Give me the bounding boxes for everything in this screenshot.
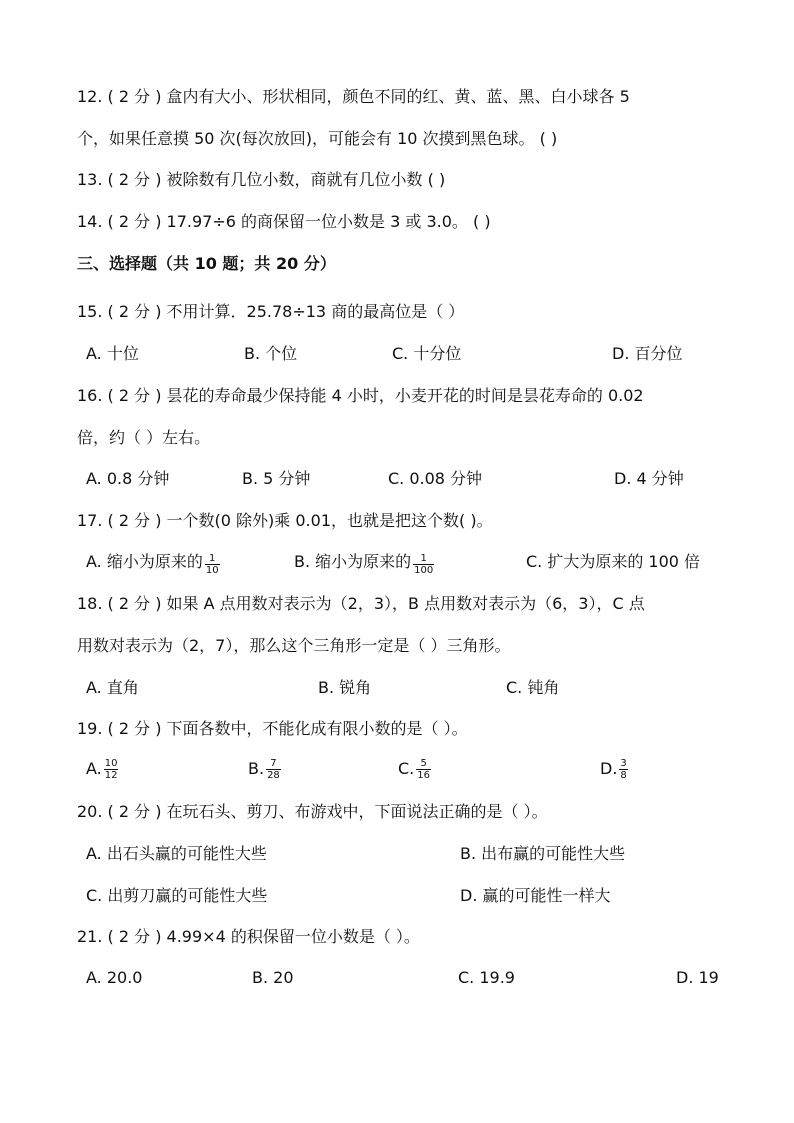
q18-stem-line2: 用数对表示为（2，7），那么这个三角形一定是（ ）三角形。 <box>77 636 511 655</box>
q12-line2: 个，如果任意摸 50 次(每次放回)，可能会有 10 次摸到黑色球。 ( ) <box>77 129 558 148</box>
q20-option-c[interactable]: C. 出剪刀赢的可能性大些 <box>86 886 268 905</box>
q19-option-d-label: D. <box>600 759 618 778</box>
q19-option-a-label: A. <box>86 759 102 778</box>
fraction-denominator: 100 <box>414 565 434 576</box>
fraction-denominator: 10 <box>205 565 219 576</box>
fraction-numerator: 7 <box>266 758 281 770</box>
fraction-numerator: 10 <box>104 758 118 769</box>
q18-option-c[interactable]: C. 钝角 <box>506 678 560 697</box>
q18-option-b[interactable]: B. 锐角 <box>318 678 372 697</box>
q19-option-b-label: B. <box>248 759 265 778</box>
fraction-numerator: 3 <box>620 758 627 769</box>
q19-option-c-label: C. <box>398 759 415 778</box>
q16-stem-line1: 16. ( 2 分 ) 昙花的寿命最少保持能 4 小时，小麦开花的时间是昙花寿命的 0.02 <box>77 386 644 405</box>
fraction-denominator: 16 <box>417 770 430 781</box>
q15-option-b[interactable]: B. 个位 <box>244 344 298 363</box>
q19-option-d-fraction <box>619 758 627 781</box>
q17-option-a-text: A. 缩小为原来的 <box>86 552 203 571</box>
q19-option-a[interactable] <box>86 758 118 781</box>
q21-option-b[interactable]: B. 20 <box>252 968 294 987</box>
q20-stem: 20. ( 2 分 ) 在玩石头、剪刀、布游戏中，下面说法正确的是（ ）。 <box>77 802 548 821</box>
q17-option-b[interactable] <box>294 552 434 576</box>
fraction-denominator: 8 <box>620 770 627 781</box>
q19-option-b[interactable] <box>248 758 281 781</box>
section-heading: 三、选择题（共 10 题；共 20 分） <box>77 254 336 273</box>
q17-option-a[interactable] <box>86 552 220 576</box>
q16-option-b[interactable]: B. 5 分钟 <box>242 469 311 488</box>
q20-option-a[interactable]: A. 出石头赢的可能性大些 <box>86 844 267 863</box>
q21-stem: 21. ( 2 分 ) 4.99×4 的积保留一位小数是（ ）。 <box>77 927 420 946</box>
fraction-numerator: 1 <box>413 553 434 565</box>
q17-option-c[interactable]: C. 扩大为原来的 100 倍 <box>526 552 701 571</box>
q17-option-a-fraction <box>205 553 220 576</box>
fraction-denominator: 12 <box>104 770 118 781</box>
q17-option-b-fraction <box>413 553 434 576</box>
q12-line1: 12. ( 2 分 ) 盒内有大小、形状相同，颜色不同的红、黄、蓝、黑、白小球各 5 <box>77 87 630 106</box>
q19-option-c-fraction <box>416 758 431 781</box>
q16-option-c[interactable]: C. 0.08 分钟 <box>388 469 483 488</box>
q20-option-d[interactable]: D. 赢的可能性一样大 <box>460 886 611 905</box>
q15-option-c[interactable]: C. 十分位 <box>392 344 462 363</box>
fraction-numerator: 1 <box>205 553 220 565</box>
q19-option-a-fraction <box>104 758 119 781</box>
q16-option-d[interactable]: D. 4 分钟 <box>614 469 684 488</box>
q18-stem-line1: 18. ( 2 分 ) 如果 A 点用数对表示为（2，3），B 点用数对表示为（6，3），C 点 <box>77 594 645 613</box>
q21-option-c[interactable]: C. 19.9 <box>458 968 515 987</box>
q13-stem: 13. ( 2 分 ) 被除数有几位小数，商就有几位小数 ( ) <box>77 170 446 189</box>
q18-option-a[interactable]: A. 直角 <box>86 678 139 697</box>
q21-option-a[interactable]: A. 20.0 <box>86 968 143 987</box>
q16-option-a[interactable]: A. 0.8 分钟 <box>86 469 170 488</box>
q17-stem: 17. ( 2 分 ) 一个数(0 除外)乘 0.01，也就是把这个数( )。 <box>77 511 493 530</box>
q17-option-b-text: B. 缩小为原来的 <box>294 552 412 571</box>
q15-option-a[interactable]: A. 十位 <box>86 344 139 363</box>
q15-stem: 15. ( 2 分 ) 不用计算．25.78÷13 商的最高位是（ ） <box>77 302 465 321</box>
q19-option-c[interactable] <box>398 758 431 781</box>
q19-option-b-fraction <box>266 758 281 781</box>
q21-option-d[interactable]: D. 19 <box>676 968 719 987</box>
q14-stem: 14. ( 2 分 ) 17.97÷6 的商保留一位小数是 3 或 3.0。 ( ) <box>77 212 491 231</box>
q20-option-b[interactable]: B. 出布赢的可能性大些 <box>460 844 626 863</box>
q19-option-d[interactable] <box>600 758 628 781</box>
q16-stem-line2: 倍，约（ ）左右。 <box>77 428 211 447</box>
fraction-denominator: 28 <box>267 770 280 781</box>
q15-option-d[interactable]: D. 百分位 <box>612 344 683 363</box>
fraction-numerator: 5 <box>416 758 431 770</box>
q19-stem: 19. ( 2 分 ) 下面各数中，不能化成有限小数的是（ ）。 <box>77 719 468 738</box>
